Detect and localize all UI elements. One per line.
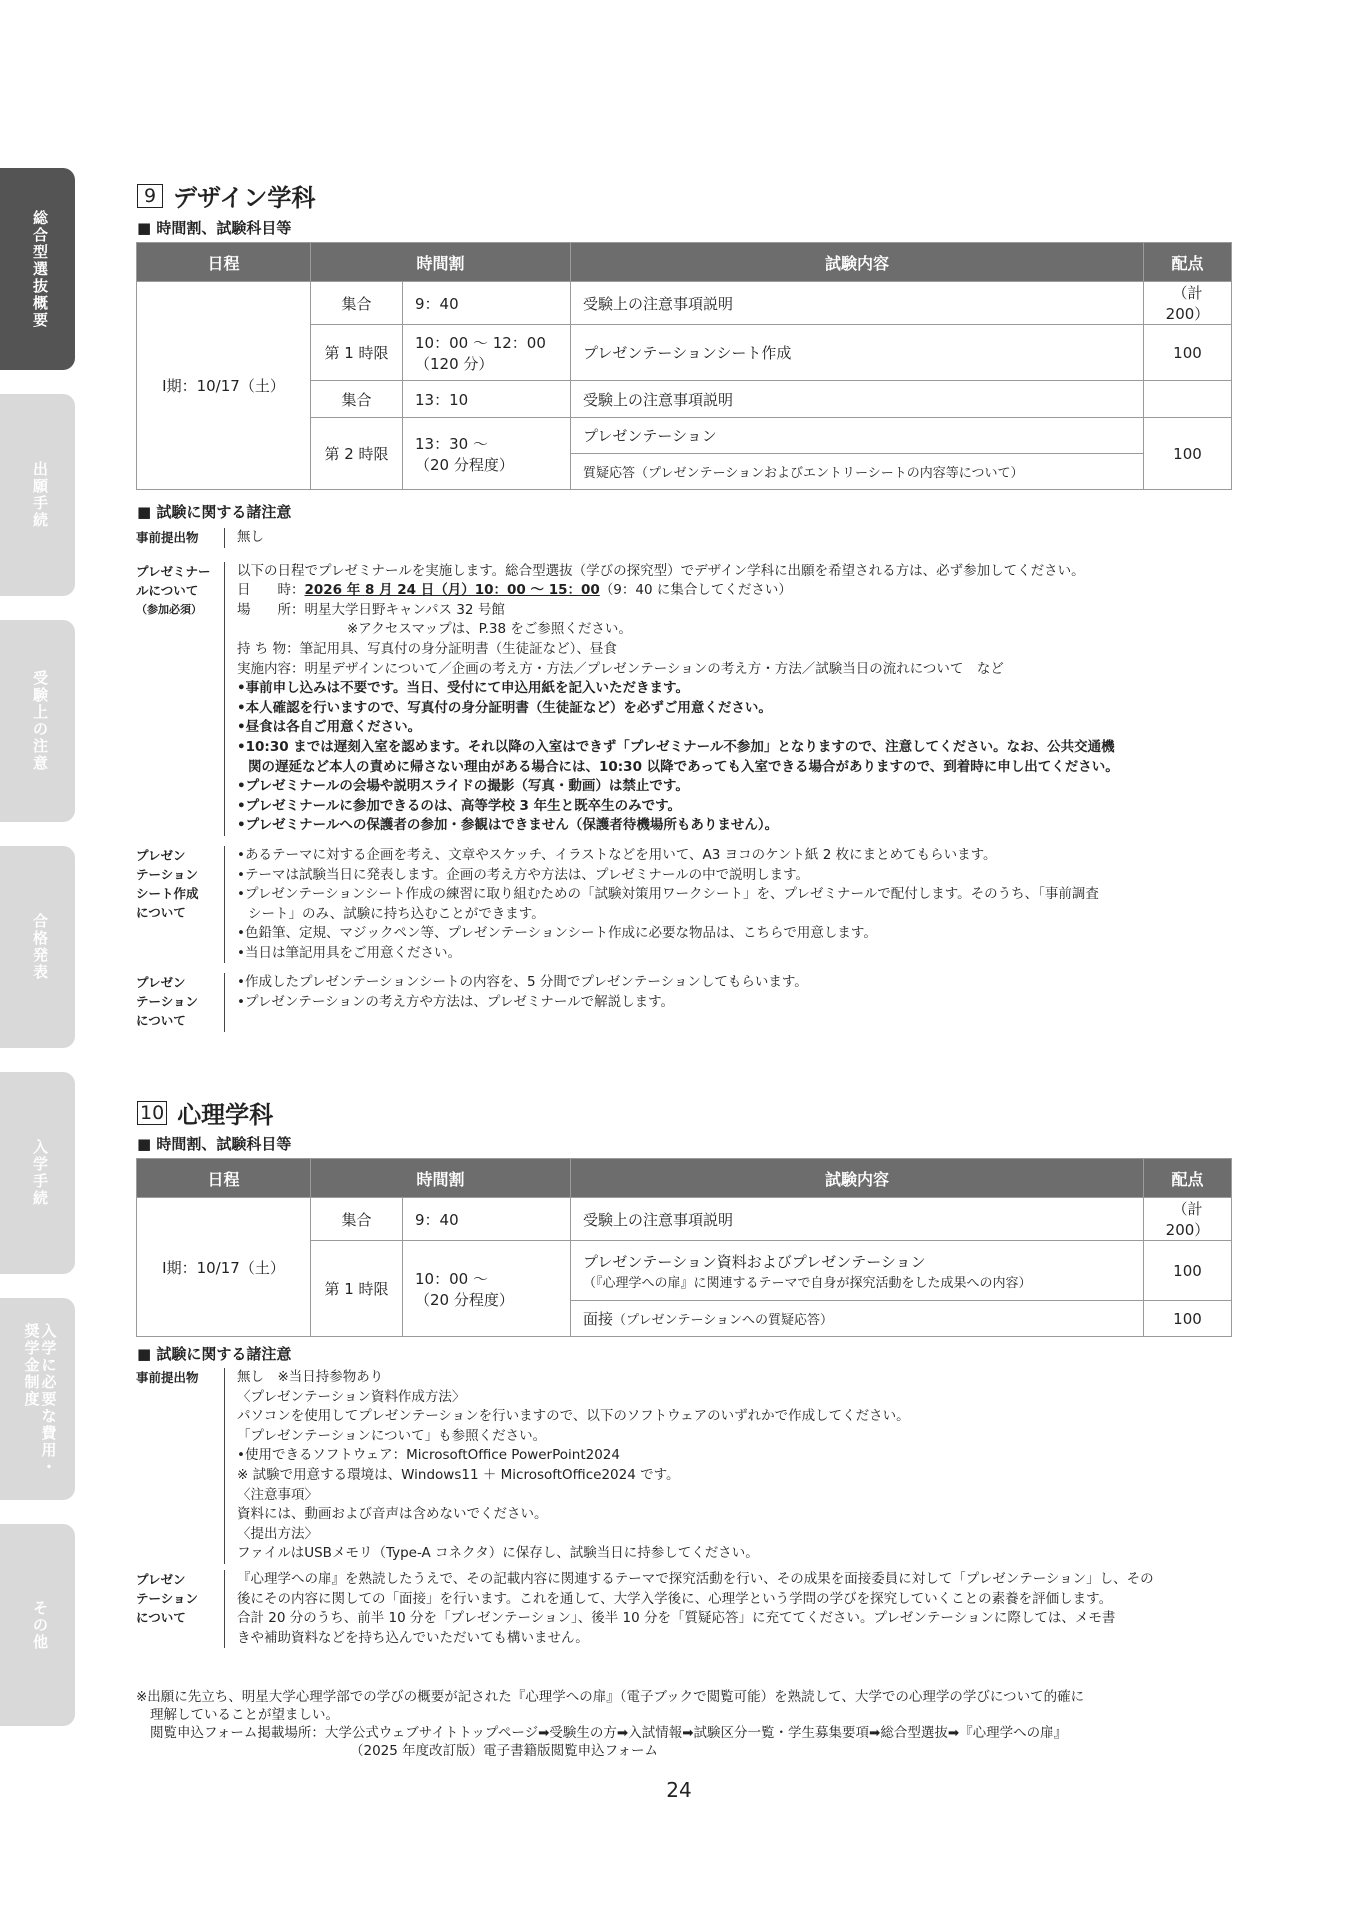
subhead-schedule: ■ 時間割、試験科目等 — [137, 1135, 292, 1153]
note-row — [136, 973, 1231, 1031]
time-line: 10：00 ～ 12：00 — [415, 333, 546, 352]
note-row — [136, 846, 1231, 974]
subhead-schedule: ■ 時間割、試験科目等 — [137, 219, 292, 237]
points-cell: 100 — [1144, 418, 1232, 490]
time-line: 13：30 ～ — [415, 434, 488, 453]
tab-label: 総 合 型 選 抜 概 要 — [32, 208, 48, 329]
tab-label: 出 願 手 続 — [32, 460, 48, 529]
points-cell: 100 — [1144, 1301, 1232, 1337]
note-line: 無し ※当日持参物あり — [237, 1369, 384, 1385]
note-label: 事前提出物 — [136, 1370, 199, 1385]
tab-label: 合 格 発 表 — [32, 912, 48, 981]
content-text: （プレゼンテーションへの質疑応答） — [613, 1313, 833, 1328]
col-header: 試験内容 — [571, 243, 1144, 282]
side-tabs — [0, 168, 75, 1750]
note-line: •10:30 までは遅刻入室を認めます。それ以降の入室はできず「プレゼミナール不参加」となりますので、注意してください。なお、公共交通機 — [237, 738, 1115, 755]
time-cell — [403, 1241, 571, 1337]
notes-psychology — [136, 1368, 1231, 1648]
label-line: （参加必須） — [136, 602, 202, 616]
content-cell: 受験上の注意事項説明 — [571, 381, 1144, 418]
note-row — [136, 1368, 1231, 1570]
time-line: （20 分程度） — [415, 1290, 514, 1309]
time-cell — [403, 325, 571, 381]
label-line: について — [136, 1609, 186, 1625]
label-line: シート作成 — [136, 885, 199, 901]
section-9-title — [137, 178, 315, 213]
side-tab-exam-notes[interactable] — [0, 620, 75, 822]
note-label: 事前提出物 — [136, 530, 199, 545]
note-line: 持 ち 物：筆記用具、写真付の身分証明書（生徒証など）、昼食 — [237, 640, 617, 657]
period-cell: 集合 — [311, 1198, 403, 1241]
note-body — [224, 1570, 1231, 1648]
content-cell — [571, 1241, 1144, 1301]
subhead-notes: ■ 試験に関する諸注意 — [137, 1345, 292, 1363]
note-body — [224, 1368, 1231, 1564]
note-line: •あるテーマに対する企画を考え、文章やスケッチ、イラストなどを用いて、A3 ヨコのケント紙 2 枚にまとめてもらいます。 — [237, 846, 997, 863]
time-line: （120 分） — [415, 354, 494, 373]
page-number: 24 — [666, 1778, 692, 1802]
date-time: 2026 年 8 月 24 日（月）10：00 ～ 15：00 — [304, 582, 600, 599]
section-10-title — [137, 1095, 273, 1130]
time-line: （20 分程度） — [415, 455, 514, 474]
note-line: •テーマは試験当日に発表します。企画の考え方や方法は、プレゼミナールの中で説明します。 — [237, 866, 809, 883]
footnote — [136, 1688, 1236, 1760]
content-cell: 受験上の注意事項説明 — [571, 1198, 1144, 1241]
tab-label: そ の 他 — [32, 1598, 48, 1651]
label-line: について — [136, 904, 186, 920]
content-text: 面接 — [583, 1310, 614, 1328]
points-cell: 100 — [1144, 325, 1232, 381]
footnote-line: （2025 年度改訂版）電子書籍版閲覧申込フォーム — [350, 1743, 658, 1759]
note-line: •事前申し込みは不要です。当日、受付にて申込用紙を記入いただきます。 — [237, 680, 689, 697]
note-line: •色鉛筆、定規、マジックペン等、プレゼンテーションシート作成に必要な物品は、こちらで用意します。 — [237, 925, 877, 942]
note-body — [224, 973, 1231, 1031]
period-cell: 第 1 時限 — [311, 1241, 403, 1337]
note-line: 以下の日程でプレゼミナールを実施します。総合型選抜（学びの探究型）でデザイン学科に出願を希望される方は、必ず参加してください。 — [237, 562, 1085, 579]
note-label — [136, 973, 224, 1031]
col-header: 時間割 — [311, 1159, 571, 1198]
col-header: 日程 — [137, 243, 311, 282]
spacer — [237, 1013, 1231, 1032]
col-header: 日程 — [137, 1159, 311, 1198]
tab-label: 入 学 手 続 — [32, 1138, 48, 1207]
note-row — [136, 528, 1231, 562]
note-row — [136, 1570, 1231, 1648]
note-line: •作成したプレゼンテーションシートの内容を、5 分間でプレゼンテーションしてもらいます。 — [237, 974, 808, 991]
section-number: 10 — [137, 1101, 167, 1125]
note-label — [136, 562, 224, 836]
note-line: •昼食は各自ご用意ください。 — [237, 719, 422, 736]
label-line: ルについて — [136, 582, 199, 598]
content-line: （『心理学への扉』に関連するテーマで自身が探究活動をした成果への内容） — [583, 1275, 1032, 1291]
period-cell: 第 2 時限 — [311, 418, 403, 490]
note-line: •本人確認を行いますので、写真付の身分証明書（生徒証など）を必ずご用意ください。 — [237, 699, 772, 716]
col-header: 試験内容 — [571, 1159, 1144, 1198]
section-title-text: デザイン学科 — [173, 184, 316, 212]
period-cell: 第 1 時限 — [311, 325, 403, 381]
time-cell: 9：40 — [403, 1198, 571, 1241]
side-tab-results[interactable] — [0, 846, 75, 1048]
label-line: プレゼン — [136, 975, 186, 991]
footnote-line: ※出願に先立ち、明星大学心理学部での学びの概要が記された『心理学への扉』（電子ブックで閲覧可能）を熟読して、大学での心理学の学びについて的確に — [136, 1689, 1085, 1705]
note-line: •プレゼンテーションシート作成の練習に取り組むための「試験対策用ワークシート」を、プレゼミナールで配付します。そのうち、「事前調査 — [237, 886, 1099, 903]
content-cell — [571, 1301, 1144, 1337]
note-line: ※ 試験で用意する環境は、Windows11 ＋ MicrosoftOffice2024 です。 — [237, 1466, 680, 1483]
note-line: •使用できるソフトウェア：MicrosoftOffice PowerPoint2024 — [237, 1447, 620, 1464]
note-line: •プレゼミナールの会場や説明スライドの撮影（写真・動画）は禁止です。 — [237, 778, 689, 795]
note-line: ファイルはUSBメモリ（Type-A コネクタ）に保存し、試験当日に持参してください。 — [237, 1545, 759, 1562]
subhead-notes: ■ 試験に関する諸注意 — [137, 503, 292, 521]
note-body — [224, 562, 1231, 836]
schedule-table-psychology — [136, 1158, 1232, 1337]
content-cell: プレゼンテーション — [571, 418, 1144, 454]
note-line: 場 所：明星大学日野キャンパス 32 号館 — [237, 601, 505, 618]
note-line: ※アクセスマップは、P.38 をご参照ください。 — [347, 621, 632, 638]
time-cell — [403, 418, 571, 490]
note-line: シート」のみ、試験に持ち込むことができます。 — [248, 905, 545, 922]
note-line: 〈プレゼンテーション資料作成方法〉 — [237, 1388, 466, 1405]
note-text: （9：40 に集合してください） — [599, 582, 792, 599]
note-line: •プレゼミナールへの保護者の参加・参観はできません（保護者待機場所もありません）。 — [237, 817, 779, 834]
footnote-line: 閲覧申込フォーム掲載場所：大学公式ウェブサイトトップページ➡受験生の方➡入試情報➡試験区分一覧・学生募集要項➡総合型選抜➡『心理学への扉』 — [150, 1725, 1068, 1741]
note-line: •当日は筆記用具をご用意ください。 — [237, 944, 461, 961]
note-body — [224, 846, 1231, 964]
note-line: 〈提出方法〉 — [237, 1525, 318, 1542]
side-tab-other[interactable] — [0, 1524, 75, 1726]
note-label — [136, 1570, 224, 1648]
period-cell: 集合 — [311, 282, 403, 325]
label-line: テーション — [136, 994, 199, 1010]
date-cell: Ⅰ期：10/17（土） — [137, 1198, 311, 1337]
notes-design — [136, 528, 1231, 1032]
label-line: テーション — [136, 1590, 199, 1606]
points-cell: （計 200） — [1144, 282, 1232, 325]
note-text: 日 時： — [237, 582, 305, 599]
note-line — [237, 581, 1231, 601]
tab-label: 奨 学 金 制 度 — [24, 1321, 40, 1408]
note-line: 実施内容：明星デザインについて／企画の考え方・方法／プレゼンテーションの考え方・方法／試験当日の流れについて など — [237, 660, 1004, 677]
footnote-line: 理解していることが望ましい。 — [150, 1707, 339, 1723]
points-cell: （計 200） — [1144, 1198, 1232, 1241]
side-tab-application[interactable] — [0, 394, 75, 596]
date-cell: Ⅰ期：10/17（土） — [137, 282, 311, 490]
note-line: 「プレゼンテーションについて」も参照ください。 — [237, 1427, 547, 1444]
note-line: 〈注意事項〉 — [237, 1486, 318, 1503]
points-cell-empty — [1144, 381, 1232, 418]
side-tab-enrollment[interactable] — [0, 1072, 75, 1274]
points-cell: 100 — [1144, 1241, 1232, 1301]
note-label — [136, 846, 224, 964]
content-line: プレゼンテーション資料およびプレゼンテーション — [583, 1252, 926, 1271]
label-line: テーション — [136, 866, 199, 882]
note-line: パソコンを使用してプレゼンテーションを行いますので、以下のソフトウェアのいずれかで作成してください。 — [237, 1408, 910, 1425]
label-line: について — [136, 1013, 186, 1029]
label-line: プレゼミナー — [136, 563, 211, 579]
period-cell: 集合 — [311, 381, 403, 418]
col-header: 配点 — [1144, 243, 1232, 282]
content-cell: 受験上の注意事項説明 — [571, 282, 1144, 325]
content-cell: プレゼンテーションシート作成 — [571, 325, 1144, 381]
time-cell: 13：10 — [403, 381, 571, 418]
note-line: 資料には、動画および音声は含めないでください。 — [237, 1506, 548, 1523]
note-line: 関の遅延など本人の責めに帰さない理由がある場合には、10:30 以降であっても入室できる場合がありますので、到着時に申し出てください。 — [248, 758, 1119, 775]
tab-label: 入 学 に 必 要 な 費 用 ・ — [41, 1321, 57, 1476]
content-cell: 質疑応答（プレゼンテーションおよびエントリーシートの内容等について） — [571, 454, 1144, 490]
side-tab-overview[interactable] — [0, 168, 75, 370]
schedule-table-design — [136, 242, 1232, 490]
section-number: 9 — [137, 184, 163, 208]
note-line: 『心理学への扉』を熟読したうえで、その記載内容に関連するテーマで探究活動を行い、その成果を面接委員に対して「プレゼンテーション」し、その — [237, 1570, 1154, 1587]
label-line: プレゼン — [136, 1571, 186, 1587]
label-line: プレゼン — [136, 847, 186, 863]
note-line: 後にその内容に関しての「面接」を行います。これを通して、大学入学後に、心理学という学問の学びを探究していくことの素養を評価します。 — [237, 1590, 1113, 1607]
note-line: •プレゼミナールに参加できるのは、高等学校 3 年生と既卒生のみです。 — [237, 797, 682, 814]
time-line: 10：00 ～ — [415, 1269, 488, 1288]
side-tab-fees[interactable] — [0, 1298, 75, 1500]
col-header: 配点 — [1144, 1159, 1232, 1198]
note-body: 無し — [224, 528, 1231, 548]
time-cell: 9：40 — [403, 282, 571, 325]
note-row — [136, 562, 1231, 846]
section-title-text: 心理学科 — [177, 1101, 274, 1129]
note-line: 合計 20 分のうち、前半 10 分を「プレゼンテーション」、後半 10 分を「質疑応答」に充ててください。プレゼンテーションに際しては、メモ書 — [237, 1610, 1116, 1627]
tab-label: 受 験 上 の 注 意 — [32, 669, 48, 772]
note-line: •プレゼンテーションの考え方や方法は、プレゼミナールで解説します。 — [237, 994, 674, 1011]
note-line: きや補助資料などを持ち込んでいただいても構いません。 — [237, 1629, 589, 1646]
col-header: 時間割 — [311, 243, 571, 282]
